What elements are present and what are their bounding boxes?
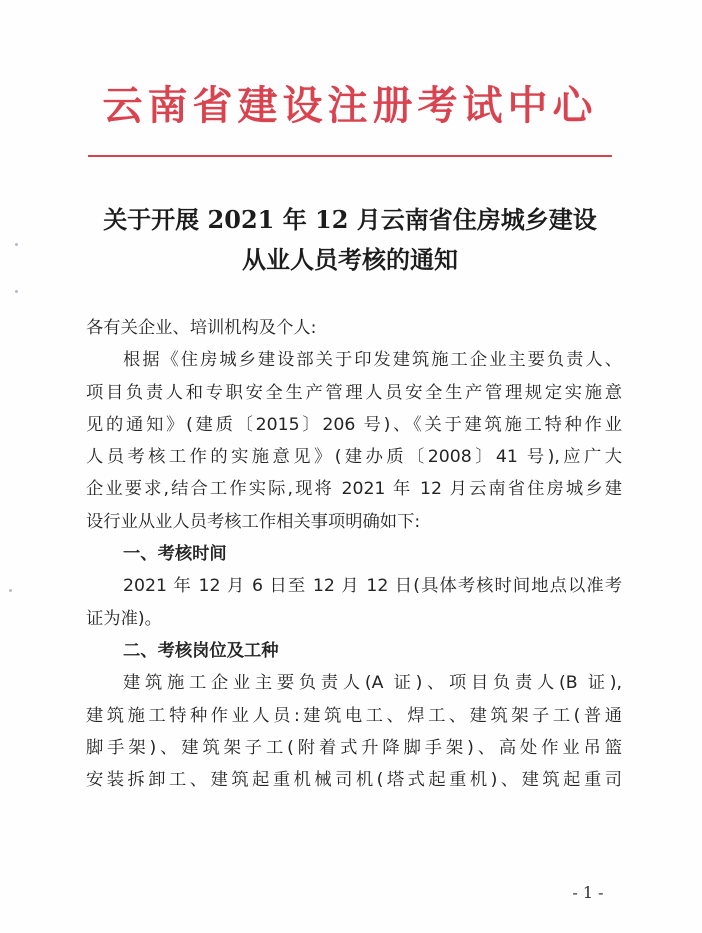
- body-paragraph-line: 建筑施工企业主要负责人(A 证)、项目负责人(B 证),: [123, 673, 622, 694]
- body-paragraph-line: 建筑施工特种作业人员:建筑电工、焊工、建筑架子工(普通: [86, 705, 622, 726]
- title-line-2: 从业人员考核的通知: [242, 245, 458, 274]
- scan-speck: [9, 589, 12, 592]
- salutation: 各有关企业、培训机构及个人:: [86, 318, 317, 338]
- scan-speck: [15, 243, 18, 246]
- body-paragraph-line: 企业要求,结合工作实际,现将 2021 年 12 月云南省住房城乡建: [86, 479, 622, 500]
- notice-body: [86, 312, 622, 796]
- organization-name: 云南省建设注册考试中心: [102, 82, 598, 129]
- issuing-organization-header: [70, 78, 630, 134]
- section-heading-positions: 二、考核岗位及工种: [123, 640, 279, 661]
- body-paragraph-line: 脚手架)、建筑架子工(附着式升降脚手架)、高处作业吊篮: [86, 737, 622, 758]
- header-red-rule: [88, 155, 612, 157]
- title-line-1: 关于开展 2021 年 12 月云南省住房城乡建设: [103, 205, 597, 234]
- body-paragraph-line: 安装拆卸工、建筑起重机械司机(塔式起重机)、建筑起重司: [86, 770, 622, 791]
- body-paragraph-line: 人员考核工作的实施意见》(建办质〔2008〕41 号),应广大: [86, 447, 622, 468]
- body-paragraph-line: 设行业从业人员考核工作相关事项明确如下:: [86, 511, 421, 532]
- body-paragraph-line: 项目负责人和专职安全生产管理人员安全生产管理规定实施意: [86, 382, 622, 403]
- page-number: - 1 -: [572, 883, 604, 902]
- body-paragraph-line: 见的通知》(建质〔2015〕206 号)、《关于建筑施工特种作业: [86, 414, 622, 435]
- scan-speck: [15, 290, 18, 293]
- body-paragraph-line: 根据《住房城乡建设部关于印发建筑施工企业主要负责人、: [123, 350, 622, 371]
- section-heading-exam-time: 一、考核时间: [123, 544, 227, 565]
- body-paragraph-line: 2021 年 12 月 6 日至 12 月 12 日(具体考核时间地点以准考: [123, 576, 622, 597]
- notice-title: [40, 200, 660, 280]
- body-paragraph-line: 证为准)。: [86, 608, 162, 629]
